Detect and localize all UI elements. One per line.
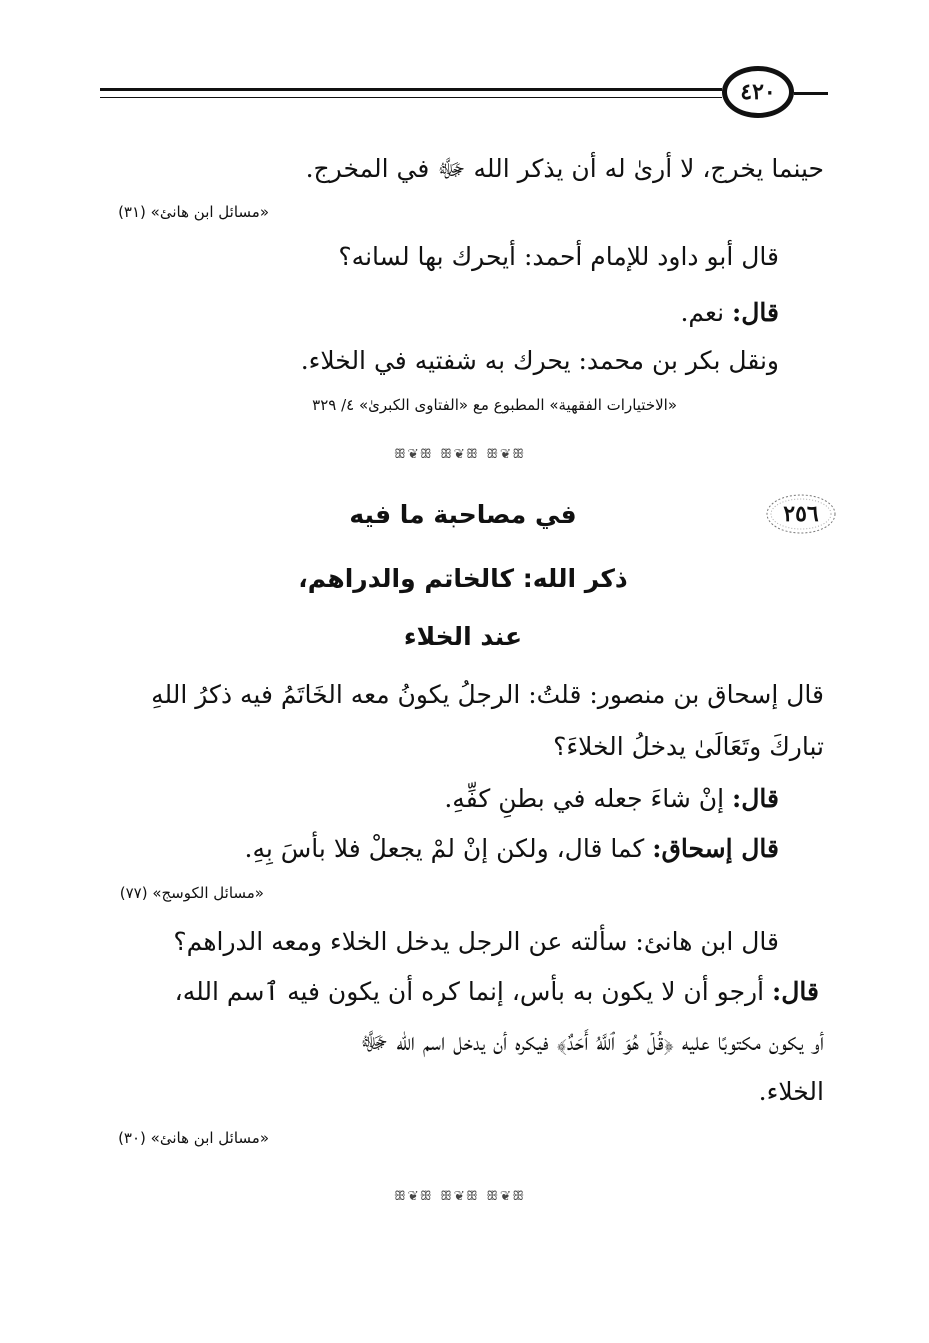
ornament-divider: ꕥ❦ꕥ ꕥ❦ꕥ ꕥ❦ꕥ [393,447,527,462]
text-line [444,782,779,816]
text-line: الخلاء. [758,1077,824,1106]
text-line: ونقل بكر بن محمد: يحرك به شفتيه في الخلاء. [300,346,779,375]
text-line: أو يكون مكتوبًا عليه ﴿قُلۡ هُوَ ٱللَّهُ أَحَدٌ﴾ فيكره أن يدخل اسم الله ﷻ [360,1027,824,1056]
answer-text: إنْ شاءَ جعله في بطنِ كفِّهِ. [444,784,733,813]
section-title: عند الخلاء [403,622,523,651]
section-title: في مصاحبة ما فيه [349,500,577,529]
citation: «مسائل ابن هانئ» (٣١) [118,203,269,221]
text-line: قال ابن هانئ: سألته عن الرجل يدخل الخلاء ومعه الدراهم؟ [173,927,779,956]
speaker-label: قال: [772,977,819,1006]
ornament-divider: ꕥ❦ꕥ ꕥ❦ꕥ ꕥ❦ꕥ [393,1189,527,1204]
text-line [680,296,779,330]
text-line: تباركَ وتَعَالَىٰ يدخلُ الخلاءَ؟ [553,732,824,761]
header-rule-top [100,88,722,91]
speaker-label: قال: [732,784,779,813]
speaker-label: قال إسحاق: [652,834,779,863]
citation: «مسائل الكوسج» (٧٧) [119,884,264,902]
header-rule-right [794,92,828,95]
text-line [245,832,779,866]
speaker-label: قال: [732,298,779,327]
text-line: قال أبو داود للإمام أحمد: أيحرك بها لسانه؟ [338,242,779,271]
page-number: ٤٢٠ [722,66,794,118]
answer-text: أرجو أن لا يكون به بأس، إنما كره أن يكون فيه ٱسم الله، [174,977,773,1006]
text-line [175,975,819,1009]
answer-text: كما قال، ولكن إنْ لمْ يجعلْ فلا بأسَ بِهِ. [244,834,653,863]
section-number: ٢٥٦ [783,501,819,527]
answer-text: نعم. [680,298,733,327]
section-title: ذكر الله: كالخاتم والدراهم، [298,564,628,593]
header-rule-bottom [100,97,722,98]
text-line: قال إسحاق بن منصور: قلتُ: الرجلُ يكونُ معه الخَاتَمُ فيه ذكرُ اللهِ [151,680,824,709]
text-line: حينما يخرج، لا أرىٰ له أن يذكر الله ﷻ في المخرج. [305,154,824,183]
citation: «مسائل ابن هانئ» (٣٠) [118,1129,269,1147]
section-number-badge [764,492,838,536]
citation: «الاختيارات الفقهية» المطبوع مع «الفتاوى الكبرىٰ» ٤/ ٣٢٩ [312,396,677,414]
